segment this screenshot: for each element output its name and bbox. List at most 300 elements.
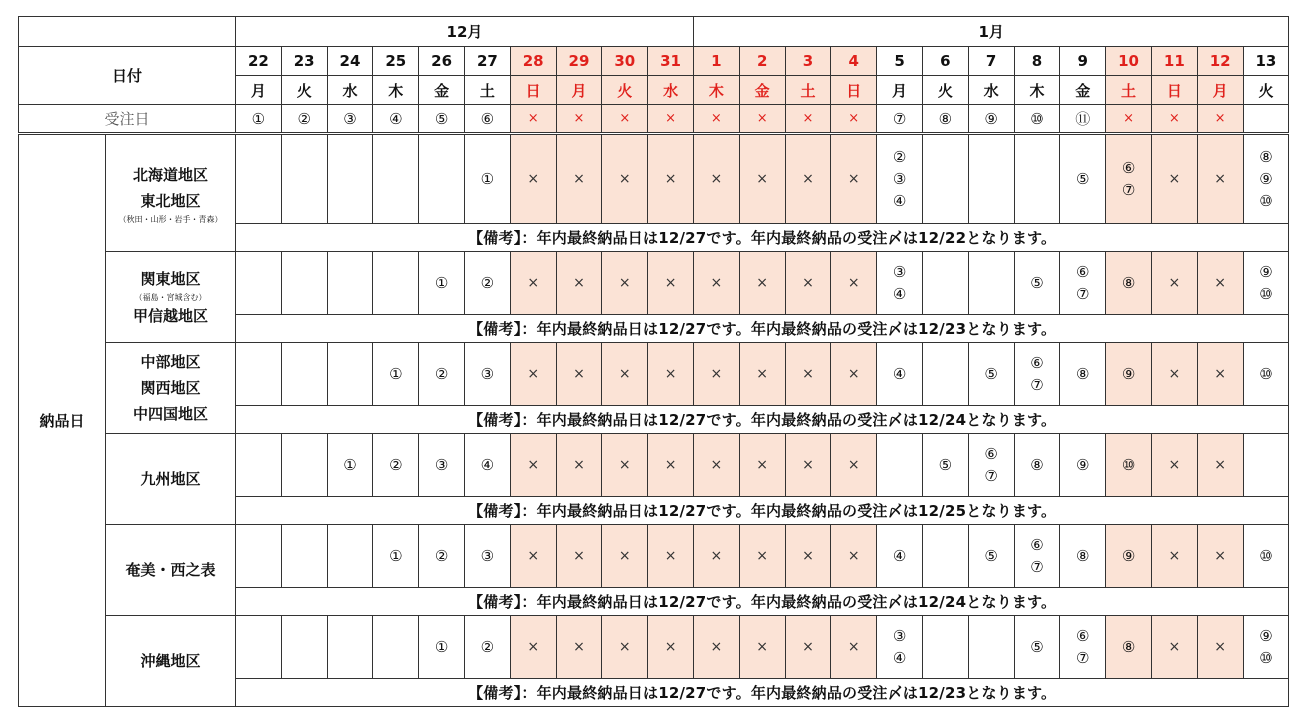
region-name: 奄美・西之表 [125,561,216,579]
delivery-cell [693,134,739,224]
weekday-cell: 水 [327,76,373,105]
delivery-cell [831,252,877,315]
closed-mark: × [847,457,860,473]
order-day-cell: × [602,105,648,134]
order-day-cell: × [831,105,877,134]
closed-mark: × [664,548,677,564]
region-name: 九州地区 [140,470,201,488]
date-cell: 3 [785,47,831,76]
delivery-cell [831,616,877,679]
order-number: ③ [434,456,449,474]
delivery-cell [419,525,465,588]
delivery-cell [831,434,877,497]
closed-mark: × [756,548,769,564]
order-number: ④ [480,456,495,474]
delivery-cell [693,252,739,315]
order-day-cell: ④ [373,105,419,134]
order-day-cell: ⑪ [1060,105,1106,134]
region-name-cell [106,434,236,525]
order-number: ⑦ [1076,285,1090,303]
closed-mark: × [664,457,677,473]
delivery-cell [602,343,648,406]
delivery-cell [1197,616,1243,679]
remark-text: 【備考】：年内最終納品日は12/27です。年内最終納品の受注〆は12/23となります。 [236,315,1289,343]
order-number: ⑩ [1259,365,1273,383]
date-cell: 28 [510,47,556,76]
closed-mark: × [710,548,723,564]
order-number: ① [389,365,403,383]
remark-text: 【備考】：年内最終納品日は12/27です。年内最終納品の受注〆は12/22となります。 [236,224,1289,252]
order-number: ⑤ [1030,638,1044,656]
closed-mark: × [527,366,540,382]
order-number: ⑦ [984,467,998,485]
delivery-cell [785,134,831,224]
remark-text: 【備考】：年内最終納品日は12/27です。年内最終納品の受注〆は12/24となります。 [236,406,1289,434]
weekday-cell: 水 [648,76,694,105]
delivery-cell [327,134,373,224]
delivery-cell [1014,434,1060,497]
weekday-cell: 土 [785,76,831,105]
region-row [19,616,1289,679]
delivery-cell [648,252,694,315]
closed-mark: × [527,548,540,564]
closed-mark: × [847,548,860,564]
delivery-cell [785,252,831,315]
delivery-cell [648,343,694,406]
date-cell: 10 [1106,47,1152,76]
region-name: 沖縄地区 [140,652,201,670]
weekday-cell: 日 [1151,76,1197,105]
closed-mark: × [710,171,723,187]
date-cell: 7 [968,47,1014,76]
delivery-cell [968,252,1014,315]
order-number: ⑤ [938,456,953,474]
delivery-cell [1243,252,1289,315]
delivery-cell [510,525,556,588]
delivery-cell [373,434,419,497]
delivery-cell [236,343,282,406]
region-row [19,252,1289,315]
delivery-cell [693,616,739,679]
delivery-cell [739,134,785,224]
order-number: ⑥ [984,445,998,463]
delivery-cell [1151,343,1197,406]
order-number: ④ [892,547,907,565]
closed-mark: × [527,457,540,473]
order-number: ④ [892,285,907,303]
order-number: ⑤ [1076,170,1090,188]
region-row [19,134,1289,224]
date-cell: 12 [1197,47,1243,76]
remark-text: 【備考】：年内最終納品日は12/27です。年内最終納品の受注〆は12/24となります。 [236,588,1289,616]
delivery-cell [327,525,373,588]
delivery-cell [1060,343,1106,406]
delivery-cell [464,134,510,224]
delivery-cell [1014,343,1060,406]
weekday-cell: 木 [1014,76,1060,105]
closed-mark: × [1214,639,1226,655]
delivery-cell [1151,525,1197,588]
closed-mark: × [1168,366,1181,382]
delivery-cell [1151,252,1197,315]
order-number: ② [480,638,495,656]
delivery-cell [510,616,556,679]
delivery-cell [602,134,648,224]
delivery-cell [1243,134,1289,224]
order-number: ① [389,547,403,565]
delivery-cell [1014,252,1060,315]
closed-mark: × [664,639,677,655]
order-day-cell: ⑦ [877,105,923,134]
delivery-cell [968,134,1014,224]
delivery-cell [693,434,739,497]
order-number: ④ [892,365,907,383]
delivery-cell [419,252,465,315]
region-name-cell [106,525,236,616]
order-day-label: 受注日 [19,105,236,134]
order-number: ④ [892,649,907,667]
order-day-cell: × [785,105,831,134]
order-number: ⑨ [1259,170,1273,188]
weekday-cell: 木 [373,76,419,105]
order-number: ⑨ [1121,547,1136,565]
order-number: ③ [892,627,907,645]
order-number: ⑧ [1076,547,1090,565]
delivery-cell [739,525,785,588]
closed-mark: × [573,366,585,382]
month-header-row [19,17,1289,47]
delivery-cell [739,252,785,315]
delivery-cell [236,134,282,224]
order-number: ⑨ [1076,456,1090,474]
delivery-cell [785,343,831,406]
order-number: ④ [892,192,907,210]
order-number: ⑩ [1121,456,1136,474]
order-day-cell: × [693,105,739,134]
order-number: ⑨ [1259,627,1273,645]
delivery-cell [877,616,923,679]
order-number: ⑤ [1030,274,1044,292]
order-number: ⑩ [1259,192,1273,210]
weekday-cell: 日 [510,76,556,105]
delivery-cell [739,616,785,679]
delivery-cell [1197,343,1243,406]
delivery-cell [877,434,923,497]
closed-mark: × [527,275,540,291]
order-day-cell: × [648,105,694,134]
delivery-cell [785,616,831,679]
date-cell: 24 [327,47,373,76]
delivery-cell [922,134,968,224]
closed-mark: × [847,275,860,291]
delivery-cell [785,434,831,497]
order-number: ⑥ [1121,159,1136,177]
delivery-cell [1060,252,1106,315]
order-number: ② [434,365,449,383]
delivery-cell [556,434,602,497]
closed-mark: × [802,639,814,655]
delivery-cell [602,616,648,679]
date-cell: 13 [1243,47,1289,76]
order-number: ⑦ [1030,558,1044,576]
region-name: 甲信越地区 [132,306,208,325]
order-number: ⑧ [1121,274,1136,292]
delivery-cell [327,434,373,497]
date-cell: 9 [1060,47,1106,76]
order-day-cell: ② [281,105,327,134]
order-number: ⑧ [1259,148,1273,166]
delivery-cell [831,525,877,588]
delivery-cell [1106,134,1152,224]
order-number: ① [480,170,495,188]
delivery-cell [739,434,785,497]
delivery-cell [1106,434,1152,497]
order-day-cell: ⑩ [1014,105,1060,134]
delivery-cell [831,134,877,224]
corner-cell [19,17,236,47]
region-name: 関東地区 [140,269,201,288]
order-number: ⑥ [1076,627,1090,645]
delivery-cell [1106,616,1152,679]
delivery-cell [602,252,648,315]
delivery-cell [1151,134,1197,224]
delivery-cell [327,616,373,679]
closed-mark: × [756,171,769,187]
delivery-cell [922,525,968,588]
delivery-cell [464,616,510,679]
closed-mark: × [1168,171,1181,187]
delivery-cell [1014,134,1060,224]
weekday-cell: 月 [877,76,923,105]
delivery-cell [281,434,327,497]
closed-mark: × [618,639,631,655]
delivery-cell [602,525,648,588]
order-number: ⑦ [1076,649,1090,667]
date-cell: 1 [693,47,739,76]
closed-mark: × [802,366,814,382]
delivery-cell [922,434,968,497]
date-cell: 27 [464,47,510,76]
weekday-cell: 火 [602,76,648,105]
order-number: ⑧ [1121,638,1136,656]
delivery-cell [831,343,877,406]
closed-mark: × [847,639,860,655]
delivery-cell [281,134,327,224]
delivery-cell [1060,525,1106,588]
closed-mark: × [710,366,723,382]
order-day-cell: ⑥ [464,105,510,134]
delivery-cell [281,616,327,679]
closed-mark: × [802,275,814,291]
delivery-cell [419,134,465,224]
order-day-cell: ③ [327,105,373,134]
delivery-cell [464,434,510,497]
weekday-cell: 月 [556,76,602,105]
region-row [19,525,1289,588]
delivery-cell [236,434,282,497]
weekday-cell: 金 [739,76,785,105]
order-number: ⑨ [1121,365,1136,383]
closed-mark: × [573,457,585,473]
weekday-cell: 火 [281,76,327,105]
order-number: ⑥ [1030,354,1044,372]
order-number: ⑩ [1259,547,1273,565]
delivery-cell [922,343,968,406]
delivery-cell [510,343,556,406]
closed-mark: × [802,171,814,187]
date-cell: 26 [419,47,465,76]
order-number: ⑧ [1030,456,1044,474]
closed-mark: × [802,457,814,473]
delivery-cell [602,434,648,497]
delivery-cell [648,525,694,588]
remark-text: 【備考】：年内最終納品日は12/27です。年内最終納品の受注〆は12/23となります。 [236,679,1289,707]
delivery-cell [373,616,419,679]
delivery-cell [236,252,282,315]
region-name: 中部地区 [140,353,201,371]
delivery-cell [648,616,694,679]
delivery-schedule-table [18,16,1289,707]
delivery-cell [1106,343,1152,406]
delivery-cell [877,252,923,315]
region-name-cell [106,616,236,707]
delivery-cell [281,252,327,315]
closed-mark: × [710,275,723,291]
delivery-cell [236,616,282,679]
order-day-cell: × [739,105,785,134]
delivery-cell [556,616,602,679]
closed-mark: × [1168,275,1181,291]
weekday-cell: 金 [1060,76,1106,105]
delivery-cell [968,525,1014,588]
order-day-cell: ⑤ [419,105,465,134]
order-number: ⑥ [1076,263,1090,281]
order-day-cell: × [1106,105,1152,134]
region-name-cell [106,134,236,252]
closed-mark: × [756,457,769,473]
date-cell: 4 [831,47,877,76]
closed-mark: × [1214,548,1226,564]
closed-mark: × [618,171,631,187]
delivery-cell [419,343,465,406]
delivery-cell [510,134,556,224]
closed-mark: × [756,639,769,655]
order-day-cell [1243,105,1289,134]
region-note: （福島・宮城含む） [134,292,207,302]
date-cell: 29 [556,47,602,76]
order-number: ⑩ [1259,649,1273,667]
date-cell: 23 [281,47,327,76]
closed-mark: × [847,366,860,382]
order-day-cell: × [1197,105,1243,134]
closed-mark: × [573,639,585,655]
remark-text: 【備考】：年内最終納品日は12/27です。年内最終納品の受注〆は12/25となります。 [236,497,1289,525]
delivery-cell [877,134,923,224]
date-cell: 8 [1014,47,1060,76]
delivery-cell [739,343,785,406]
closed-mark: × [573,171,585,187]
order-number: ② [892,148,907,166]
order-day-cell: × [1151,105,1197,134]
delivery-cell [1151,616,1197,679]
closed-mark: × [1214,366,1226,382]
region-name-cell [106,343,236,434]
closed-mark: × [1168,457,1181,473]
delivery-cell [373,134,419,224]
weekday-cell: 土 [464,76,510,105]
weekday-cell: 土 [1106,76,1152,105]
order-day-cell: ⑨ [968,105,1014,134]
closed-mark: × [1214,275,1226,291]
delivery-cell [373,252,419,315]
date-cell: 22 [236,47,282,76]
weekday-cell: 金 [419,76,465,105]
delivery-cell [877,525,923,588]
closed-mark: × [664,171,677,187]
delivery-cell [281,525,327,588]
region-row [19,343,1289,406]
weekday-cell: 日 [831,76,877,105]
weekday-cell: 月 [236,76,282,105]
closed-mark: × [1214,171,1226,187]
delivery-cell [373,525,419,588]
closed-mark: × [847,171,860,187]
closed-mark: × [1168,548,1181,564]
delivery-cell [1243,343,1289,406]
weekday-cell: 火 [1243,76,1289,105]
date-cell: 11 [1151,47,1197,76]
delivery-cell [785,525,831,588]
date-label: 日付 [19,47,236,105]
closed-mark: × [710,639,723,655]
delivery-cell [693,343,739,406]
date-cell: 5 [877,47,923,76]
order-number: ③ [892,263,907,281]
closed-mark: × [527,639,540,655]
date-cell: 30 [602,47,648,76]
region-name-cell [106,252,236,343]
closed-mark: × [756,275,769,291]
closed-mark: × [618,275,631,291]
date-cell: 25 [373,47,419,76]
region-name: 北海道地区 [132,165,208,184]
delivery-cell [693,525,739,588]
delivery-cell [1060,134,1106,224]
closed-mark: × [618,548,631,564]
month-january: 1月 [693,17,1288,47]
delivery-cell [1151,434,1197,497]
delivery-cell [648,434,694,497]
delivery-cell [327,252,373,315]
delivery-cell [1197,252,1243,315]
delivery-cell [968,434,1014,497]
region-name: 関西地区 [140,379,201,397]
order-number: ② [389,456,403,474]
order-number: ⑩ [1259,285,1273,303]
delivery-cell [1060,434,1106,497]
order-number: ③ [480,547,495,565]
delivery-cell [373,343,419,406]
delivery-cell [556,343,602,406]
delivery-cell [464,343,510,406]
weekday-cell: 火 [922,76,968,105]
delivery-cell [1014,525,1060,588]
region-row [19,434,1289,497]
delivery-cell [877,343,923,406]
delivery-cell [464,252,510,315]
delivery-cell [1106,252,1152,315]
order-number: ① [343,456,357,474]
